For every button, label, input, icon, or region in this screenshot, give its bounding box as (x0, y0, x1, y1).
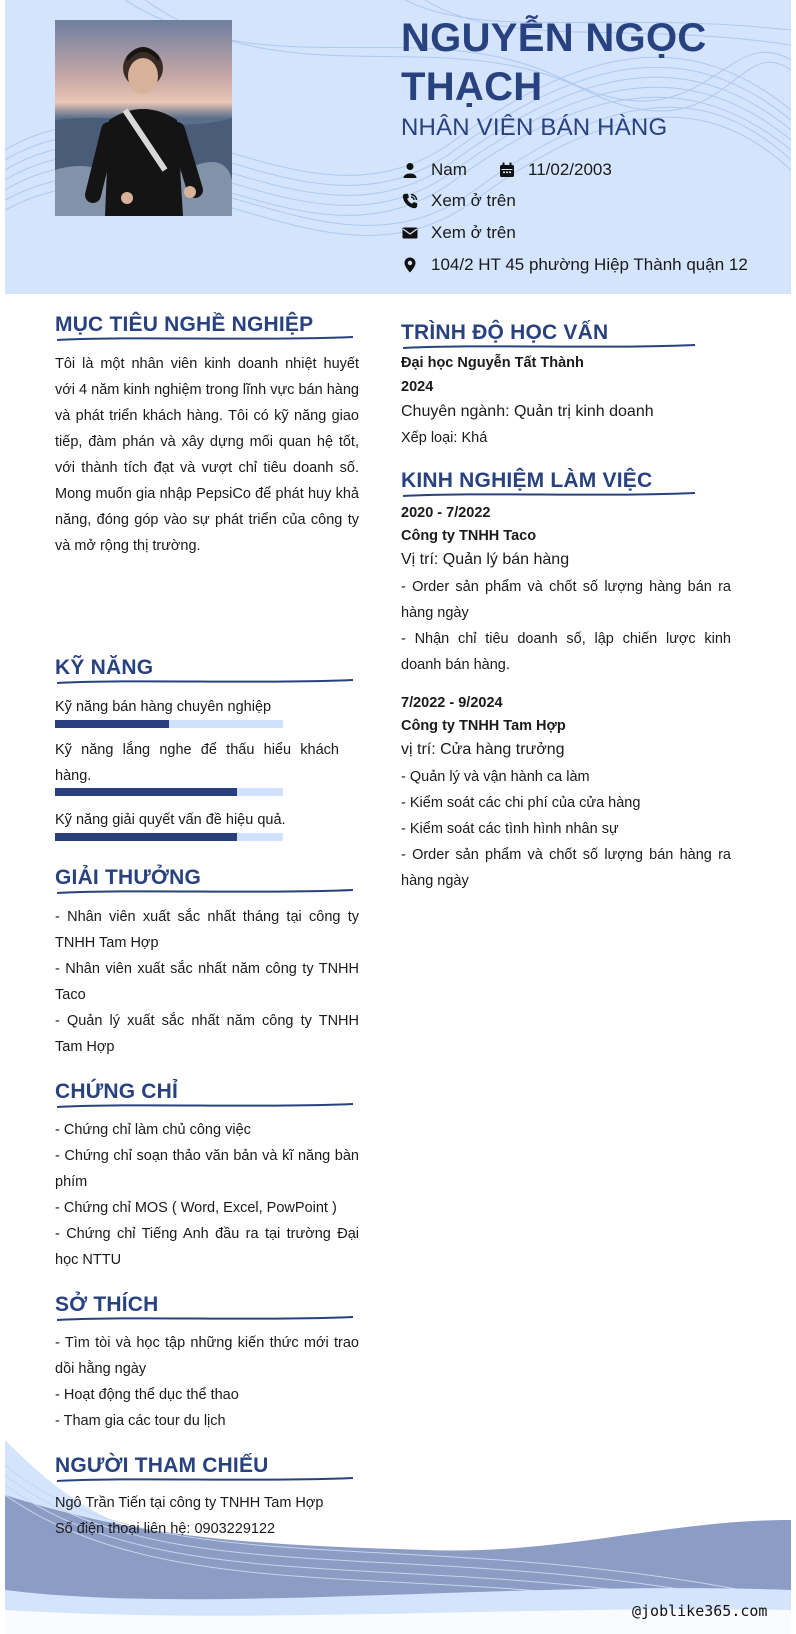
certificate-item: - Chứng chỉ làm chủ công việc (55, 1122, 251, 1138)
award-item: - Nhân viên xuất sắc nhất tháng tại công ty TNHH Tam Hợp (55, 909, 359, 951)
skill-label: Kỹ năng bán hàng chuyên nghiệp (55, 699, 272, 715)
job-company: Công ty TNHH Tam Hợp (401, 718, 566, 734)
job-duty: - Kiểm soát các chi phí của cửa hàng (401, 795, 641, 811)
certificate-item: - Chứng chỉ soạn thảo văn bản và kĩ năng bàn phím (55, 1148, 359, 1190)
certificate-item: - Chứng chỉ MOS ( Word, Excel, PowPoint ) (55, 1200, 337, 1216)
hobby-item: - Hoạt động thể dục thể thao (55, 1387, 239, 1403)
skill-level-fill (55, 788, 237, 796)
job-duty: - Quản lý và vận hành ca làm (401, 769, 590, 785)
job-period: 7/2022 - 9/2024 (401, 695, 503, 711)
education-year: 2024 (401, 379, 434, 395)
job-position: Vị trí: Quản lý bán hàng (401, 551, 570, 568)
map-pin-icon (401, 256, 419, 274)
hobbies-title: SỞ THÍCH (55, 1293, 159, 1316)
skill-level-fill (55, 720, 169, 728)
education-underline (401, 343, 697, 351)
phone-row (401, 189, 516, 213)
job-duty: - Kiểm soát các tình hình nhân sự (401, 821, 619, 837)
award-item: - Nhân viên xuất sắc nhất năm công ty TNHH Taco (55, 961, 359, 1003)
education-major: Chuyên ngành: Quản trị kinh doanh (401, 403, 654, 420)
skill-label: Kỹ năng lắng nghe để thấu hiểu khách hàng. (55, 742, 339, 784)
skills-underline (55, 678, 355, 686)
birthdate-row (498, 158, 612, 182)
job-title: NHÂN VIÊN BÁN HÀNG (401, 114, 668, 141)
cv-header (5, 0, 791, 294)
hobby-item: - Tham gia các tour du lịch (55, 1413, 226, 1429)
job-duty: - Nhận chỉ tiêu doanh số, lập chiến lược kinh doanh bán hàng. (401, 631, 731, 673)
phone-value: Xem ở trên (431, 191, 516, 210)
education-title: TRÌNH ĐỘ HỌC VẤN (401, 321, 609, 344)
job-period: 2020 - 7/2022 (401, 505, 491, 521)
education-school: Đại học Nguyễn Tất Thành (401, 355, 584, 371)
job-duty: - Order sản phẩm và chốt số lượng bán hàng ra hàng ngày (401, 847, 731, 889)
experience-underline (401, 491, 697, 499)
address-value: 104/2 HT 45 phường Hiệp Thành quận 12 (431, 255, 748, 274)
envelope-icon (401, 224, 419, 242)
gender-value: Nam (431, 160, 467, 179)
email-value: Xem ở trên (431, 223, 516, 242)
skill-label: Kỹ năng giải quyết vấn đề hiệu quả. (55, 812, 286, 828)
skill-level-fill (55, 833, 237, 841)
job-company: Công ty TNHH Taco (401, 528, 537, 544)
candidate-name: NGUYỄN NGỌC THẠCH (401, 16, 707, 109)
skill-bar (55, 720, 283, 728)
skill-bar (55, 788, 283, 796)
phone-icon (401, 192, 419, 210)
job-duty: - Order sản phẩm và chốt số lượng hàng bán ra hàng ngày (401, 579, 731, 621)
references-underline (55, 1476, 355, 1484)
hobbies-underline (55, 1315, 355, 1323)
reference-item: Số điện thoại liên hệ: 0903229122 (55, 1521, 276, 1537)
calendar-icon (498, 161, 516, 179)
reference-item: Ngô Trần Tiến tại công ty TNHH Tam Hợp (55, 1495, 324, 1511)
birthdate-value: 11/02/2003 (528, 160, 612, 179)
awards-underline (55, 888, 355, 896)
education-rank: Xếp loại: Khá (401, 430, 488, 446)
watermark: @joblike365.com (632, 1602, 768, 1620)
email-row (401, 221, 516, 245)
address-row (401, 253, 748, 277)
skill-bar (55, 833, 283, 841)
awards-title: GIẢI THƯỞNG (55, 866, 202, 889)
award-item: - Quản lý xuất sắc nhất năm công ty TNHH Tam Hợp (55, 1013, 359, 1055)
objective-body: Tôi là một nhân viên kinh doanh nhiệt huyết với 4 năm kinh nghiệm trong lĩnh vực bán hàng và phát triển khách hàng. Tôi có kỹ năng giao tiếp, đàm phán và xây dựng mối quan hệ tốt, với thành tích đạt và vượt chỉ tiêu doanh số. Mong muốn gia nhập PepsiCo để phát huy khả năng, đóng góp vào sự phát triển của công ty và mở rộng thị trường. (55, 356, 359, 554)
gender-row (401, 158, 467, 182)
profile-photo (55, 20, 232, 216)
user-icon (401, 161, 419, 179)
certificates-title: CHỨNG CHỈ (55, 1080, 179, 1103)
references-title: NGƯỜI THAM CHIẾU (55, 1454, 269, 1477)
experience-title: KINH NGHIỆM LÀM VIỆC (401, 469, 653, 492)
job-position: vị trí: Cửa hàng trưởng (401, 741, 565, 758)
skills-title: KỸ NĂNG (55, 656, 154, 679)
certificate-item: - Chứng chỉ Tiếng Anh đầu ra tại trường Đại học NTTU (55, 1226, 359, 1268)
objective-title: MỤC TIÊU NGHỀ NGHIỆP (55, 313, 314, 336)
cv-page (5, 0, 791, 1634)
objective-underline (55, 335, 355, 343)
certificates-underline (55, 1102, 355, 1110)
hobby-item: - Tìm tòi và học tập những kiến thức mới trao dồi hằng ngày (55, 1335, 359, 1377)
